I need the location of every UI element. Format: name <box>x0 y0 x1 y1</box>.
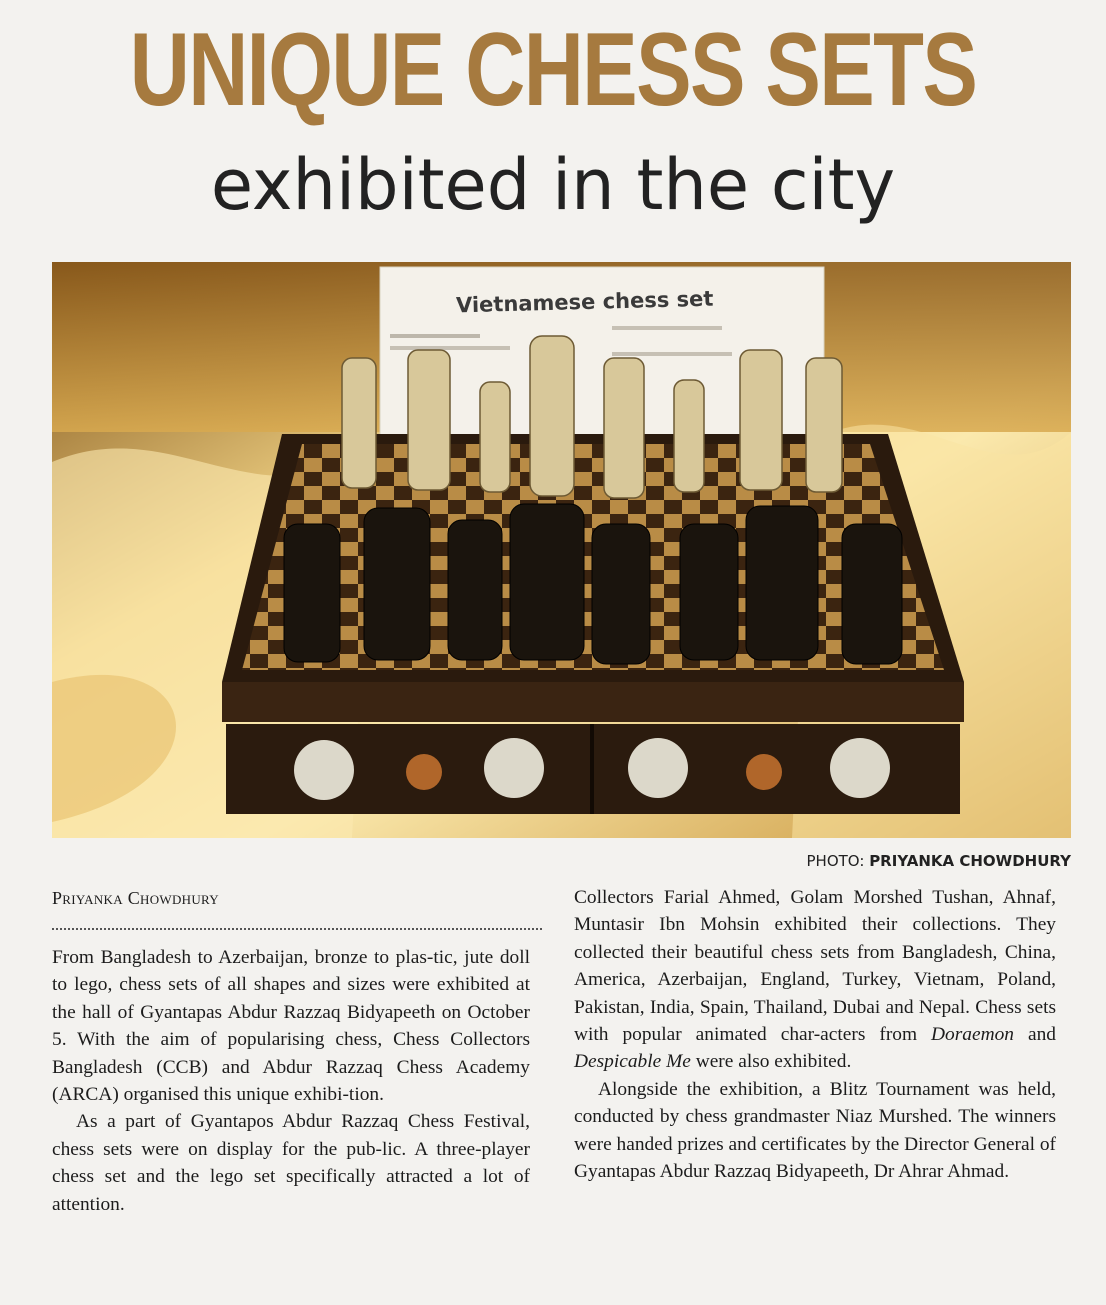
article-column-1 <box>52 944 530 1218</box>
sign-title: Vietnamese chess set <box>455 286 714 318</box>
paragraph-text: were also exhibited. <box>690 1051 852 1073</box>
paragraph-text: Collectors Farial Ahmed, Golam Morshed Tushan, Ahnaf, Muntasir Ibn Mohsin exhibited their collections. They collected their beautiful chess sets from Bangladesh, China, America, Azerbaijan, England, Turkey, Vietnam, Poland, Pakistan, India, Spain, Thailand, Dubai and Nepal. Chess sets with popular animated char-acters from <box>574 887 1056 1046</box>
byline: Priyanka Chowdhury <box>52 888 219 908</box>
paragraph <box>574 884 1056 1076</box>
title-despicable-me: Despicable Me <box>574 1051 691 1073</box>
subheadline: exhibited in the city <box>210 144 896 226</box>
paragraph-text: and <box>1014 1024 1056 1046</box>
paragraph: As a part of Gyantapos Abdur Razzaq Chess Festival, chess sets were on display for the pub-lic. A three-player chess set and the lego set specifically attracted a lot of attention. <box>52 1111 530 1215</box>
paragraph: Alongside the exhibition, a Blitz Tournament was held, conducted by chess grandmaster Niaz Murshed. The winners were handed prizes and certificates by the Director General of Gyantapas Abdur Razzaq Bidyapeeth, Dr Ahrar Ahmad. <box>574 1078 1056 1183</box>
article-column-2 <box>574 884 1056 1185</box>
byline-divider <box>52 928 542 930</box>
photo-credit <box>807 852 1071 870</box>
chess-set-illustration <box>52 262 1071 838</box>
title-doraemon: Doraemon <box>931 1024 1014 1046</box>
article-photo <box>52 262 1071 838</box>
headline: UNIQUE CHESS SETS <box>129 12 977 128</box>
credit-label: PHOTO: <box>806 852 865 870</box>
paragraph: From Bangladesh to Azerbaijan, bronze to plas-tic, jute doll to lego, chess sets of all shapes and sizes were exhibited at the hall of Gyantapas Abdur Razzaq Bidyapeeth on October 5. With the aim of popularising chess, Chess Collectors Bangladesh (CCB) and Abdur Razzaq Chess Academy (ARCA) organised this unique exhibi-tion. <box>52 947 530 1106</box>
credit-name: PRIYANKA CHOWDHURY <box>869 852 1071 870</box>
